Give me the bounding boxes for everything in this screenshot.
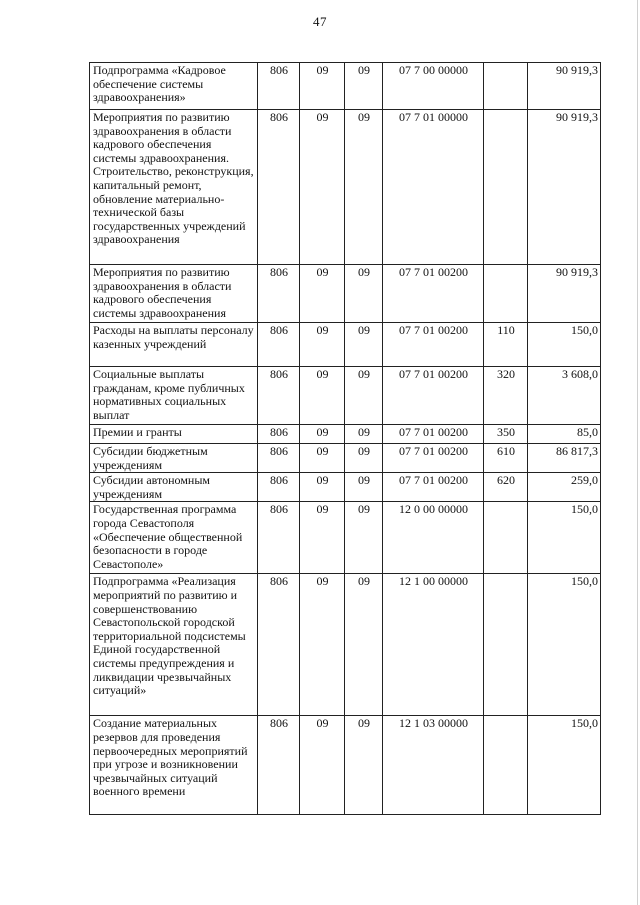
row-grbs: 806: [258, 716, 300, 815]
row-subsection: 09: [345, 574, 383, 716]
row-section: 09: [300, 323, 345, 367]
row-section: 09: [300, 63, 345, 110]
row-name: Субсидии бюджетным учреждениям: [90, 444, 258, 473]
row-grbs: 806: [258, 574, 300, 716]
row-target-article: 07 7 01 00200: [383, 367, 484, 425]
table-row: [90, 265, 601, 323]
row-target-article: 12 0 00 00000: [383, 502, 484, 574]
row-target-article: 07 7 01 00000: [383, 110, 484, 265]
row-section: 09: [300, 444, 345, 473]
row-sum: 86 817,3: [528, 444, 601, 473]
row-sum: 90 919,3: [528, 110, 601, 265]
row-grbs: 806: [258, 367, 300, 425]
row-expense-type: 110: [484, 323, 528, 367]
row-expense-type: 350: [484, 425, 528, 444]
row-grbs: 806: [258, 265, 300, 323]
table-row: [90, 716, 601, 815]
budget-table-body: [90, 63, 601, 815]
row-expense-type: 610: [484, 444, 528, 473]
row-name: Подпрограмма «Кадровое обеспечение системы здравоохранения»: [90, 63, 258, 110]
row-subsection: 09: [345, 444, 383, 473]
row-name: Подпрограмма «Реализация мероприятий по развитию и совершенствованию Севастопольской городской территориальной подсистемы Единой государственной системы предупреждения и ликвидации чрезвычайных ситуаций»: [90, 574, 258, 716]
row-section: 09: [300, 716, 345, 815]
page-number: 47: [313, 14, 327, 29]
budget-table: [89, 62, 601, 815]
row-target-article: 07 7 01 00200: [383, 444, 484, 473]
row-name: Премии и гранты: [90, 425, 258, 444]
row-sum: 90 919,3: [528, 63, 601, 110]
table-row: [90, 367, 601, 425]
scan-edge-line: [637, 0, 638, 905]
row-sum: 90 919,3: [528, 265, 601, 323]
row-sum: 85,0: [528, 425, 601, 444]
row-sum: 150,0: [528, 716, 601, 815]
row-grbs: 806: [258, 323, 300, 367]
row-expense-type: [484, 110, 528, 265]
row-name: Субсидии автономным учреждениям: [90, 473, 258, 502]
row-target-article: 07 7 00 00000: [383, 63, 484, 110]
table-row: [90, 425, 601, 444]
table-row: [90, 473, 601, 502]
table-row: [90, 574, 601, 716]
row-subsection: 09: [345, 425, 383, 444]
row-target-article: 07 7 01 00200: [383, 473, 484, 502]
row-name: Мероприятия по развитию здравоохранения в области кадрового обеспечения системы здравоохранения. Строительство, реконструкция, капитальный ремонт, обновление материально-технической базы государственных учреждений здравоохранения: [90, 110, 258, 265]
row-subsection: 09: [345, 502, 383, 574]
row-section: 09: [300, 265, 345, 323]
row-sum: 150,0: [528, 574, 601, 716]
row-section: 09: [300, 473, 345, 502]
row-target-article: 07 7 01 00200: [383, 425, 484, 444]
row-section: 09: [300, 574, 345, 716]
row-grbs: 806: [258, 502, 300, 574]
row-section: 09: [300, 425, 345, 444]
row-expense-type: [484, 63, 528, 110]
row-subsection: 09: [345, 716, 383, 815]
row-grbs: 806: [258, 63, 300, 110]
row-subsection: 09: [345, 367, 383, 425]
row-section: 09: [300, 502, 345, 574]
row-target-article: 12 1 03 00000: [383, 716, 484, 815]
row-subsection: 09: [345, 473, 383, 502]
row-grbs: 806: [258, 110, 300, 265]
row-subsection: 09: [345, 110, 383, 265]
row-grbs: 806: [258, 444, 300, 473]
row-target-article: 07 7 01 00200: [383, 265, 484, 323]
row-name: Расходы на выплаты персоналу казенных учреждений: [90, 323, 258, 367]
row-target-article: 12 1 00 00000: [383, 574, 484, 716]
row-name: Государственная программа города Севастополя «Обеспечение общественной безопасности в городе Севастополе»: [90, 502, 258, 574]
row-section: 09: [300, 367, 345, 425]
row-expense-type: 620: [484, 473, 528, 502]
row-section: 09: [300, 110, 345, 265]
row-target-article: 07 7 01 00200: [383, 323, 484, 367]
row-expense-type: 320: [484, 367, 528, 425]
row-subsection: 09: [345, 265, 383, 323]
row-expense-type: [484, 716, 528, 815]
row-subsection: 09: [345, 63, 383, 110]
row-name: Мероприятия по развитию здравоохранения в области кадрового обеспечения системы здравоохранения: [90, 265, 258, 323]
row-grbs: 806: [258, 425, 300, 444]
table-row: [90, 323, 601, 367]
row-sum: 259,0: [528, 473, 601, 502]
row-name: Социальные выплаты гражданам, кроме публичных нормативных социальных выплат: [90, 367, 258, 425]
row-sum: 3 608,0: [528, 367, 601, 425]
table-row: [90, 63, 601, 110]
table-row: [90, 502, 601, 574]
row-sum: 150,0: [528, 323, 601, 367]
row-subsection: 09: [345, 323, 383, 367]
row-sum: 150,0: [528, 502, 601, 574]
row-expense-type: [484, 502, 528, 574]
row-expense-type: [484, 265, 528, 323]
table-row: [90, 444, 601, 473]
table-row: [90, 110, 601, 265]
row-name: Создание материальных резервов для проведения первоочередных мероприятий при угрозе и возникновении чрезвычайных ситуаций военного времени: [90, 716, 258, 815]
row-grbs: 806: [258, 473, 300, 502]
row-expense-type: [484, 574, 528, 716]
